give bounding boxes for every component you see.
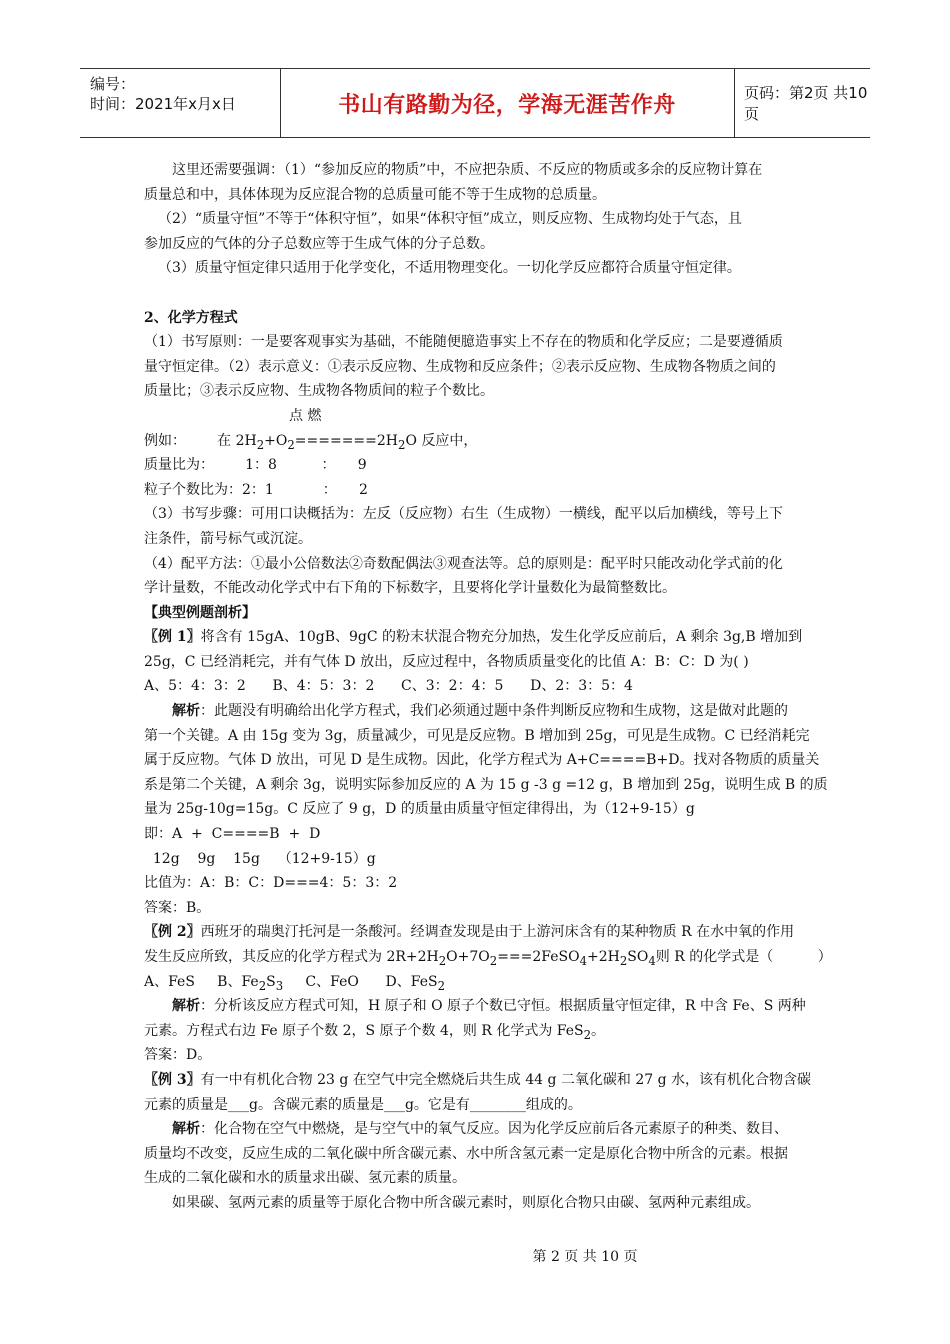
example-2-line: 〖例 2〗西班牙的瑞奥汀托河是一条酸河。经调查发现是由于上游河床含有的某种物质 R 在水中氧的作用	[144, 924, 795, 941]
paragraph-line: 如果碳、氢两元素的质量等于原化合物中所含碳元素时，则原化合物只由碳、氢两种元素组成。	[172, 1194, 760, 1211]
equation-line: 即：A + C====B + D	[144, 826, 321, 843]
example-1-options: A、5：4：3：2 B、4：5：3：2 C、3：2：4：5 D、2：3：5：4	[144, 678, 633, 695]
paragraph-line: 质量均不改变，反应生成的二氧化碳中所含碳元素、水中所含氢元素一定是原化合物中所含的元素。根据	[144, 1145, 788, 1162]
header-page-cell	[734, 69, 880, 137]
paragraph-line: 质量总和中，具体体现为反应混合物的总质量可能不等于生成物的总质量。	[144, 186, 606, 203]
example-3-line: 〖例 3〗有一中有机化合物 23 g 在空气中完全燃烧后共生成 44 g 二氧化碳和 27 g 水，该有机化合物含碳	[144, 1071, 812, 1088]
paragraph-line: 元素。方程式右边 Fe 原子个数 2，S 原子个数 4，则 R 化学式为 FeS$_2$。	[144, 1022, 606, 1042]
mass-ratio-line: 质量比为： 1：8 ： 9	[144, 457, 367, 474]
example-2-options: A、FeS B、$Fe_2S_3$ C、FeO D、FeS$_2$	[144, 973, 446, 993]
header-motto-cell	[280, 69, 735, 137]
example-2-equation-line: 发生反应所致，其反应的化学方程式为 $2R+2H_2O+7O_2===2FeSO_4+2H_2SO_4$则 R 的化学式是（ ）	[144, 949, 832, 968]
number-label: 编号：	[90, 75, 136, 93]
answer-line: 答案：B。	[144, 899, 211, 916]
paragraph-line: 注条件，箭号标气或沉淀。	[144, 530, 312, 547]
paragraph-line: 量为 25g-10g=15g。C 反应了 9 g，D 的质量由质量守恒定律得出，为（12+9-15）g	[144, 801, 695, 818]
paragraph-line: （3）书写步骤：可用口诀概括为：左反（反应物）右生（生成物）一横线，配平以后加横线，等号上下	[144, 506, 783, 523]
paragraph-line: 量守恒定律。（2）表示意义：①表示反应物、生成物和反应条件；②表示反应物、生成物各物质之间的	[144, 358, 776, 375]
paragraph-line: （2）“质量守恒”不等于“体积守恒”，如果“体积守恒”成立，则反应物、生成物均处于气态，且	[158, 211, 742, 228]
page-header	[80, 68, 870, 138]
example-1-line: 〖例 1〗将含有 15gA、10gB、9gC 的粉末状混合物充分加热，发生化学反应前后，A 剩余 3g,B 增加到	[144, 629, 803, 646]
footer-page-number: 第 2 页 共 10 页	[532, 1249, 638, 1265]
equation-masses: 12g 9g 15g （12+9-15）g	[144, 850, 376, 867]
page-label: 页码：第2页 共10页	[744, 84, 868, 123]
header-info-cell	[80, 69, 281, 137]
reaction-condition: 点 燃	[289, 407, 322, 424]
paragraph-line: 第一个关键。A 由 15g 变为 3g，质量减少，可见是反应物。B 增加到 25g，可见是生成物。C 已经消耗完	[144, 727, 810, 744]
paragraph-line: 学计量数，不能改动化学式中右下角的下标数字，且要将化学计量数化为最简整数比。	[144, 580, 676, 597]
paragraph-line: 元素的质量是___g。含碳元素的质量是___g。它是有________组成的。	[144, 1096, 582, 1113]
paragraph-line: 质量比；③表示反应物、生成物各物质间的粒子个数比。	[144, 383, 494, 400]
paragraph-line: 25g，C 已经消耗完，并有气体 D 放出，反应过程中，各物质质量变化的比值 A：B：C：D 为( )	[144, 653, 749, 670]
document-body	[144, 158, 832, 1216]
paragraph-line: 生成的二氧化碳和水的质量求出碳、氢元素的质量。	[144, 1170, 466, 1187]
paragraph-line: 系是第二个关键，A 剩余 3g，说明实际参加反应的 A 为 15 g -3 g =12 g，B 增加到 25g，说明生成 B 的质	[144, 776, 828, 793]
typical-examples-title: 【典型例题剖析】	[144, 604, 256, 621]
equation-example: 例如： 在 $2H_2+O_2=======2H_2O$ 反应中，	[144, 432, 478, 452]
particle-ratio-line: 粒子个数比为：2：1 ： 2	[144, 481, 368, 498]
paragraph-line: 属于反应物。气体 D 放出，可见 D 是生成物。因此，化学方程式为 A+C====B+D。找对各物质的质量关	[144, 752, 820, 769]
answer-line: 答案：D。	[144, 1047, 212, 1064]
paragraph-line: （3）质量守恒定律只适用于化学变化，不适用物理变化。一切化学反应都符合质量守恒定律。	[158, 260, 741, 277]
analysis-1-line: 解析：此题没有明确给出化学方程式，我们必须通过题中条件判断反应物和生成物，这是做对此题的	[172, 703, 788, 720]
paragraph-line: （1）书写原则：一是要客观事实为基础，不能随便臆造事实上不存在的物质和化学反应；二是要遵循质	[144, 334, 783, 351]
paragraph-line: 这里还需要强调：（1）“参加反应的物质”中，不应把杂质、不反应的物质或多余的反应物计算在	[172, 162, 763, 178]
ratio-line: 比值为：A：B：C：D===4：5：3：2	[144, 875, 398, 892]
paragraph-line: 参加反应的气体的分子总数应等于生成气体的分子总数。	[144, 235, 494, 252]
analysis-3-line: 解析：化合物在空气中燃烧，是与空气中的氧气反应。因为化学反应前后各元素原子的种类、数目、	[172, 1121, 788, 1138]
page-footer	[0, 1246, 950, 1266]
paragraph-line: （4）配平方法：①最小公倍数法②奇数配偶法③观查法等。总的原则是：配平时只能改动化学式前的化	[144, 555, 783, 572]
section-title: 2、化学方程式	[144, 309, 238, 326]
date-label: 时间：2021年x月x日	[90, 95, 236, 113]
analysis-2-line: 解析：分析该反应方程式可知，H 原子和 O 原子个数已守恒。根据质量守恒定律，R 中含 Fe、S 两种	[172, 998, 806, 1015]
motto-text: 书山有路勤为径，学海无涯苦作舟	[338, 92, 676, 118]
